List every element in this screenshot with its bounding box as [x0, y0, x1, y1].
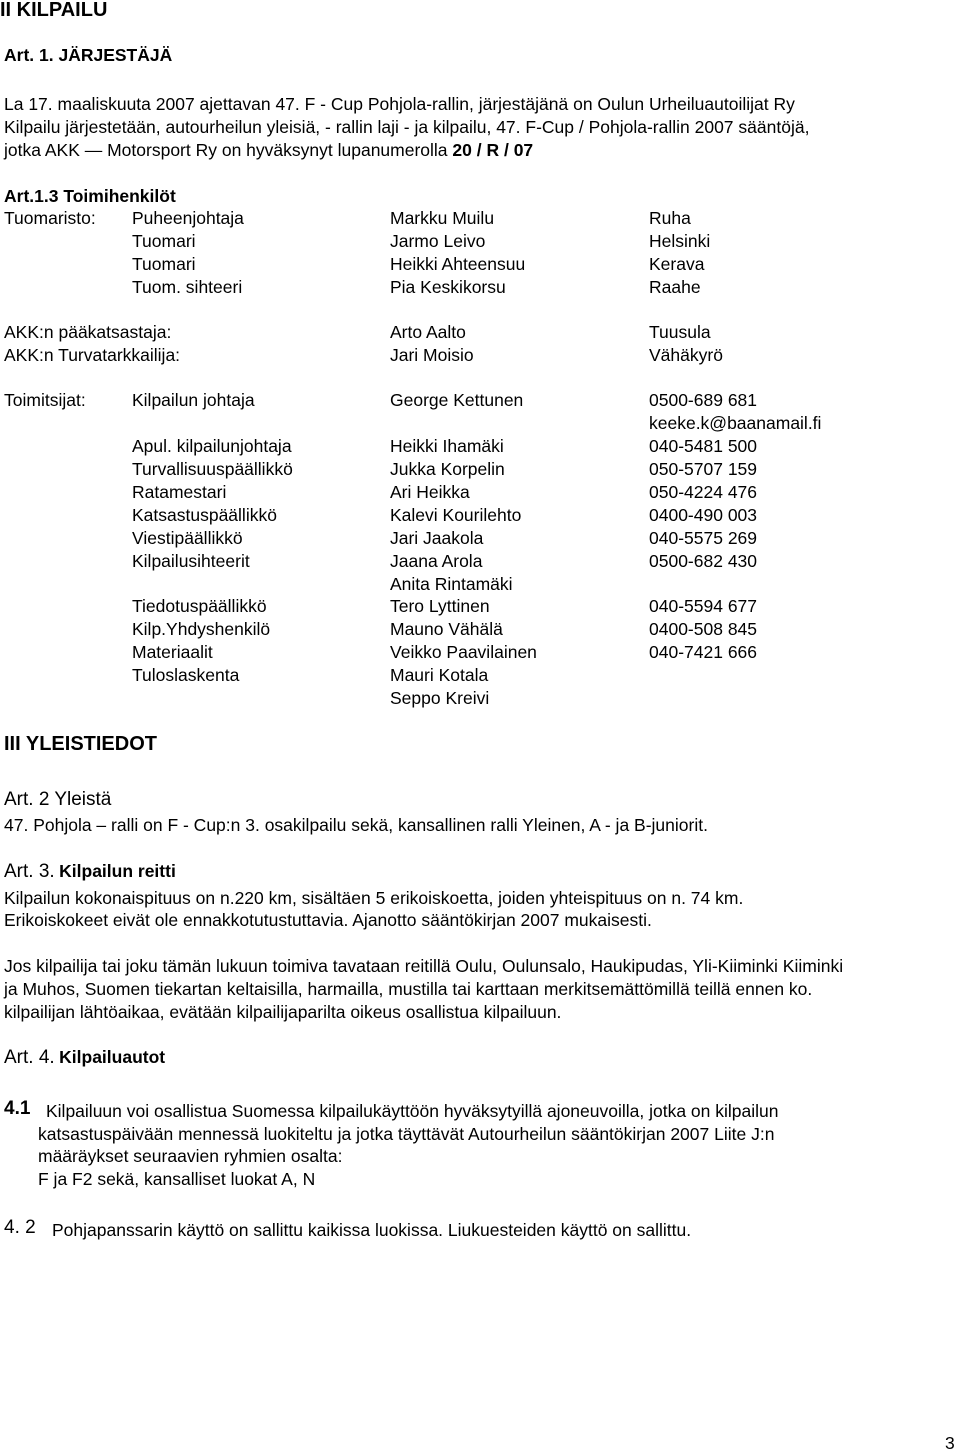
warning-line: ja Muhos, Suomen tiekartan keltaisilla, harmailla, mustilla tai karttaan merkitsemättömillä teillä ennen ko.: [4, 979, 813, 999]
toimitsija-role: Ratamestari: [132, 482, 227, 502]
toimitsija-role: Kilpailusihteerit: [132, 551, 250, 571]
p41-line: Kilpailuun voi osallistua Suomessa kilpailukäyttöön hyväksytyillä ajoneuvoilla, jotka on kilpailun: [46, 1101, 779, 1121]
tuomaristo-place: Raahe: [649, 277, 701, 297]
toimitsija-name: Kalevi Kourilehto: [390, 505, 522, 525]
toimitsija-role: Katsastuspäällikkö: [132, 505, 277, 525]
toimitsija-role: Materiaalit: [132, 642, 213, 662]
tuomaristo-role: Tuomari: [132, 231, 196, 251]
toimitsija-role: Apul. kilpailunjohtaja: [132, 436, 292, 456]
toimitsija-name: Seppo Kreivi: [390, 688, 490, 708]
toimitsija-name: Jaana Arola: [390, 551, 483, 571]
page-number: 3: [945, 1433, 955, 1453]
p42-text: Pohjapanssarin käyttö on sallittu kaikissa luokissa. Liukuesteiden käyttö on sallittu.: [52, 1220, 692, 1240]
akk-name: Arto Aalto: [390, 322, 466, 342]
intro-line-3: [4, 140, 533, 161]
toimitsija-name: George Kettunen: [390, 390, 524, 410]
toimitsija-name: Tero Lyttinen: [390, 596, 490, 616]
p42-number: 4. 2: [4, 1217, 36, 1238]
toimitsija-phone: 040-5575 269: [649, 528, 758, 548]
akk-role: AKK:n pääkatsastaja:: [4, 322, 172, 342]
art3-line: Kilpailun kokonaispituus on n.220 km, sisältäen 5 erikoiskoetta, joiden yhteispituus on n. 74 km.: [4, 888, 744, 908]
akk-place: Tuusula: [649, 322, 711, 342]
toimitsija-role: Turvallisuuspäällikkö: [132, 459, 293, 479]
permit-number: 20 / R / 07: [452, 140, 534, 160]
warning-line: kilpailijan lähtöaikaa, evätään kilpailijaparilta oikeus osallistua kilpailuun.: [4, 1002, 562, 1022]
akk-place: Vähäkyrö: [649, 345, 723, 365]
tuomaristo-name: Heikki Ahteensuu: [390, 254, 526, 274]
toimitsija-role: Kilpailun johtaja: [132, 390, 255, 410]
toimitsija-name: Anita Rintamäki: [390, 574, 513, 594]
toimitsija-phone: 0400-490 003: [649, 505, 758, 525]
toimitsija-name: Jukka Korpelin: [390, 459, 505, 479]
art13-prefix: Art.1.: [4, 186, 49, 206]
tuomaristo-name: Markku Muilu: [390, 208, 495, 228]
art3-title: [4, 861, 176, 883]
section-heading: III YLEISTIEDOT: [4, 733, 157, 755]
toimitsija-role: Viestipäällikkö: [132, 528, 243, 548]
p41-line: F ja F2 sekä, kansalliset luokat A, N: [38, 1169, 316, 1189]
tuomaristo-name: Jarmo Leivo: [390, 231, 486, 251]
akk-name: Jari Moisio: [390, 345, 474, 365]
toimitsija-phone: 050-4224 476: [649, 482, 758, 502]
tuomaristo-role: Tuomari: [132, 254, 196, 274]
toimitsija-name: Jari Jaakola: [390, 528, 484, 548]
art2-title: Art. 2 Yleistä: [4, 789, 112, 810]
toimitsija-role: Tiedotuspäällikkö: [132, 596, 267, 616]
intro-line-3-text: jotka AKK — Motorsport Ry on hyväksynyt lupanumerolla: [4, 140, 448, 160]
tuomaristo-name: Pia Keskikorsu: [390, 277, 506, 297]
akk-role: AKK:n Turvatarkkailija:: [4, 345, 181, 365]
art3-line: Erikoiskokeet eivät ole ennakkotutustuttavia. Ajanotto sääntökirjan 2007 mukaisesti.: [4, 910, 652, 930]
tuomaristo-place: Ruha: [649, 208, 691, 228]
toimitsija-name: Ari Heikka: [390, 482, 470, 502]
toimitsija-phone: 040-5481 500: [649, 436, 758, 456]
intro-line-1: La 17. maaliskuuta 2007 ajettavan 47. F - Cup Pohjola-rallin, järjestäjänä on Oulun Urheiluautoilijat Ry: [4, 94, 795, 114]
tuomaristo-role: Puheenjohtaja: [132, 208, 244, 228]
art1-title: Art. 1. JÄRJESTÄJÄ: [4, 45, 173, 65]
p41-number: 4.1: [4, 1098, 31, 1119]
art13-rest: 3 Toimihenkilöt: [48, 186, 176, 206]
tuomaristo-place: Helsinki: [649, 231, 711, 251]
art13-title: [4, 186, 176, 207]
toimitsija-email: keeke.k@baanamail.fi: [649, 413, 822, 433]
toimitsijat-label: Toimitsijat:: [4, 390, 86, 410]
p41-line: määräykset seuraavien ryhmien osalta:: [38, 1146, 343, 1166]
toimitsija-name: Heikki Ihamäki: [390, 436, 504, 456]
toimitsija-phone: 040-5594 677: [649, 596, 758, 616]
toimitsija-phone: 0400-508 845: [649, 619, 758, 639]
toimitsija-phone: 050-5707 159: [649, 459, 758, 479]
toimitsija-name: Mauno Vähälä: [390, 619, 503, 639]
toimitsija-phone: 0500-682 430: [649, 551, 758, 571]
tuomaristo-role: Tuom. sihteeri: [132, 277, 243, 297]
toimitsija-phone: 0500-689 681: [649, 390, 758, 410]
art4-prefix: Art. 4.: [4, 1047, 55, 1068]
toimitsija-role: Tuloslaskenta: [132, 665, 240, 685]
section-heading: II KILPAILU: [0, 0, 108, 21]
art4-heading: Kilpailuautot: [59, 1047, 166, 1067]
p41-line: katsastuspäivään mennessä luokiteltu ja jotka täyttävät Autourheilun sääntökirjan 2007 Liite J:n: [38, 1124, 775, 1144]
toimitsija-phone: 040-7421 666: [649, 642, 758, 662]
art2-text: 47. Pohjola – ralli on F - Cup:n 3. osakilpailu sekä, kansallinen ralli Yleinen, A - ja B-juniorit.: [4, 815, 708, 835]
tuomaristo-place: Kerava: [649, 254, 705, 274]
tuomaristo-label: Tuomaristo:: [4, 208, 96, 228]
art4-title: [4, 1047, 165, 1069]
toimitsija-role: Kilp.Yhdyshenkilö: [132, 619, 271, 639]
art3-heading: Kilpailun reitti: [59, 861, 176, 881]
toimitsija-name: Veikko Paavilainen: [390, 642, 537, 662]
art3-prefix: Art. 3.: [4, 861, 55, 882]
intro-line-2: Kilpailu järjestetään, autourheilun yleisiä, - rallin laji - ja kilpailu, 47. F-Cup / Pohjola-rallin 2007 sääntöjä,: [4, 117, 810, 137]
warning-line: Jos kilpailija tai joku tämän lukuun toimiva tavataan reitillä Oulu, Oulunsalo, Haukipudas, Yli-Kiiminki Kiiminki: [4, 956, 844, 976]
toimitsija-name: Mauri Kotala: [390, 665, 489, 685]
